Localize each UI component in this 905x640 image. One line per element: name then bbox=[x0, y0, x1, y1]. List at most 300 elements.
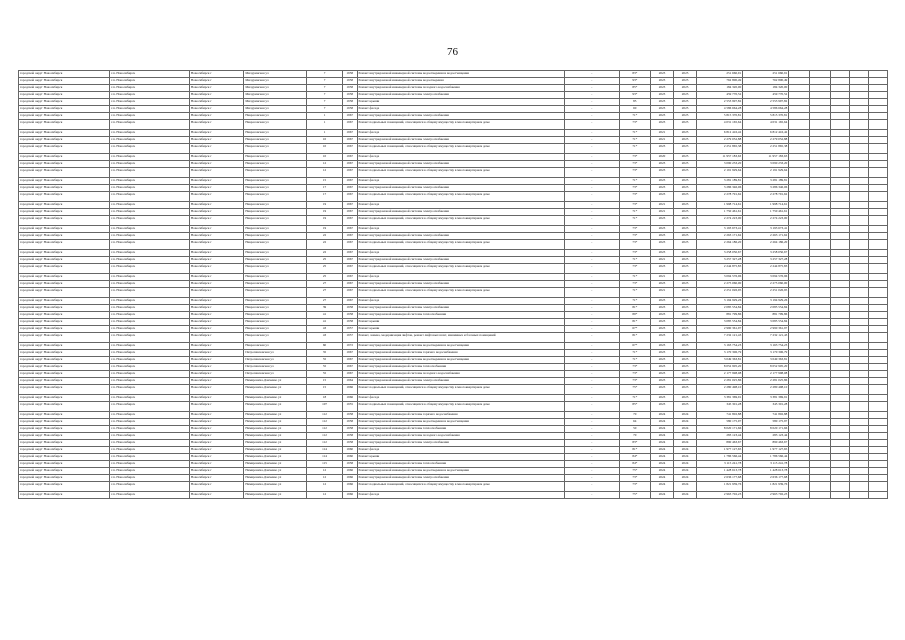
cell-plan-from: 2023 bbox=[651, 78, 674, 85]
cell-empty-b bbox=[810, 178, 831, 185]
cell-empty-d bbox=[850, 312, 869, 319]
cell-wear: 50 bbox=[619, 426, 650, 433]
cell-cost-total: 3 094 576,96 bbox=[697, 274, 743, 281]
cell-municipality: городской округ Новосибирск bbox=[19, 468, 110, 475]
cell-cost-fund: 6 812 416,42 bbox=[743, 130, 789, 137]
cell-wear: 85 bbox=[619, 99, 650, 106]
cell-municipality: городской округ Новосибирск bbox=[19, 250, 110, 257]
cell-empty-c bbox=[831, 250, 850, 257]
cell-empty-a bbox=[789, 475, 810, 482]
cell-year: 1958 bbox=[342, 440, 357, 447]
cell-locality: Новосибирск г bbox=[189, 71, 244, 78]
cell-cost-fund: 4 586 664,28 bbox=[743, 106, 789, 113]
cell-empty-c bbox=[831, 154, 850, 161]
cell-year: 1966 bbox=[342, 468, 357, 475]
cell-street: Некрасовская ул bbox=[244, 185, 307, 192]
cell-plan-from: 2023 bbox=[651, 250, 674, 257]
cell-plan-from: 2023 bbox=[651, 178, 674, 185]
cell-settlement: г.п. Новосибирск bbox=[110, 298, 190, 305]
cell-year: 1967 bbox=[342, 357, 357, 364]
cell-year: 1967 bbox=[342, 250, 357, 257]
cell-cost-fund: 283 123,44 bbox=[743, 433, 789, 440]
cell-municipality: городской округ Новосибирск bbox=[19, 402, 110, 412]
cell-municipality: городской округ Новосибирск bbox=[19, 281, 110, 288]
cell-plan-from: 2023 bbox=[651, 333, 674, 343]
cell-empty-a bbox=[789, 161, 810, 168]
cell-plan-from: 2023 bbox=[651, 216, 674, 226]
cell-dash: - bbox=[565, 350, 620, 357]
cell-dash: - bbox=[565, 144, 620, 154]
cell-empty-e bbox=[868, 298, 887, 305]
table-row bbox=[19, 319, 888, 326]
cell-dash: - bbox=[565, 154, 620, 161]
cell-work-type: Ремонт подвальных помещений, относящихся к общему имуществу в многоквартирном доме bbox=[357, 264, 565, 274]
cell-empty-e bbox=[868, 461, 887, 468]
cell-municipality: городской округ Новосибирск bbox=[19, 216, 110, 226]
cell-empty-a bbox=[789, 343, 810, 350]
cell-dash: - bbox=[565, 440, 620, 447]
table-row bbox=[19, 264, 888, 274]
cell-street: Некрасовская ул bbox=[244, 240, 307, 250]
cell-municipality: городской округ Новосибирск bbox=[19, 240, 110, 250]
cell-work-type: Ремонт фасада bbox=[357, 202, 565, 209]
cell-empty-e bbox=[868, 154, 887, 161]
cell-empty-a bbox=[789, 468, 810, 475]
cell-house: 12 bbox=[307, 482, 343, 492]
cell-empty-a bbox=[789, 288, 810, 298]
cell-settlement: г.п. Новосибирск bbox=[110, 71, 190, 78]
table-row bbox=[19, 216, 888, 226]
cell-empty-d bbox=[850, 447, 869, 454]
cell-empty-e bbox=[868, 161, 887, 168]
cell-work-type: Ремонт внутридомовой инженерной системы электроснабжения bbox=[357, 257, 565, 264]
cell-work-type: Ремонт внутридомовой инженерной системы теплоснабжения bbox=[357, 312, 565, 319]
cell-cost-fund: 2 280 498,10 bbox=[743, 385, 789, 395]
cell-street: Мичуринская ул bbox=[244, 92, 307, 99]
cell-cost-fund: 2 990 361,97 bbox=[743, 326, 789, 333]
cell-settlement: г.п. Новосибирск bbox=[110, 364, 190, 371]
cell-plan-to: 2025 bbox=[674, 216, 697, 226]
cell-year: 1960 bbox=[342, 454, 357, 461]
cell-year: 1967 bbox=[342, 364, 357, 371]
cell-street: Некрасовская ул bbox=[244, 168, 307, 178]
cell-empty-b bbox=[810, 144, 831, 154]
cell-empty-d bbox=[850, 468, 869, 475]
cell-cost-total: 4 586 664,28 bbox=[697, 106, 743, 113]
cell-empty-c bbox=[831, 106, 850, 113]
cell-work-type: Ремонт фасада bbox=[357, 130, 565, 137]
cell-dash: - bbox=[565, 461, 620, 468]
cell-year: 1967 bbox=[342, 371, 357, 378]
cell-empty-e bbox=[868, 106, 887, 113]
cell-empty-b bbox=[810, 240, 831, 250]
cell-settlement: г.п. Новосибирск bbox=[110, 454, 190, 461]
cell-municipality: городской округ Новосибирск bbox=[19, 85, 110, 92]
cell-dash: - bbox=[565, 312, 620, 319]
cell-house: 39 bbox=[307, 305, 343, 312]
table-row bbox=[19, 281, 888, 288]
cell-work-type: Ремонт крыши bbox=[357, 326, 565, 333]
cell-wear: 75* bbox=[619, 468, 650, 475]
cell-year: 1967 bbox=[342, 216, 357, 226]
cell-cost-total: 4 031 165,64 bbox=[697, 120, 743, 130]
cell-empty-d bbox=[850, 264, 869, 274]
cell-plan-to: 2025 bbox=[674, 257, 697, 264]
cell-locality: Новосибирск г bbox=[189, 364, 244, 371]
cell-year: 1966 bbox=[342, 395, 357, 402]
cell-cost-total: 2 280 498,10 bbox=[697, 385, 743, 395]
cell-street: Некрасовская ул bbox=[244, 120, 307, 130]
table-row bbox=[19, 402, 888, 412]
cell-empty-e bbox=[868, 120, 887, 130]
cell-cost-total: 2 990 361,97 bbox=[697, 326, 743, 333]
cell-plan-from: 2024 bbox=[651, 468, 674, 475]
cell-plan-from: 2023 bbox=[651, 168, 674, 178]
cell-municipality: городской округ Новосибирск bbox=[19, 144, 110, 154]
cell-plan-from: 2021 bbox=[651, 130, 674, 137]
cell-empty-a bbox=[789, 202, 810, 209]
cell-cost-fund: 3 049 363,81 bbox=[743, 357, 789, 364]
cell-settlement: г.п. Новосибирск bbox=[110, 178, 190, 185]
cell-house: 12 bbox=[307, 168, 343, 178]
cell-street: Мичуринская ул bbox=[244, 85, 307, 92]
cell-plan-to: 2024 bbox=[674, 454, 697, 461]
cell-year: 1964 bbox=[342, 378, 357, 385]
cell-dash: - bbox=[565, 264, 620, 274]
table-row bbox=[19, 305, 888, 312]
cell-empty-a bbox=[789, 357, 810, 364]
cell-house: 19 bbox=[307, 216, 343, 226]
cell-empty-d bbox=[850, 395, 869, 402]
cell-wear: 71* bbox=[619, 209, 650, 216]
cell-empty-d bbox=[850, 92, 869, 99]
cell-plan-from: 2024 bbox=[651, 419, 674, 426]
cell-settlement: г.п. Новосибирск bbox=[110, 468, 190, 475]
cell-cost-fund: 741 802,88 bbox=[743, 412, 789, 419]
cell-house: 10 bbox=[307, 137, 343, 144]
cell-house: 7 bbox=[307, 99, 343, 106]
cell-empty-c bbox=[831, 113, 850, 120]
cell-cost-total: 2 274 223,00 bbox=[697, 216, 743, 226]
cell-wear: 93* bbox=[619, 92, 650, 99]
cell-dash: - bbox=[565, 178, 620, 185]
cell-empty-b bbox=[810, 475, 831, 482]
cell-dash: - bbox=[565, 216, 620, 226]
table-row bbox=[19, 419, 888, 426]
cell-dash: - bbox=[565, 168, 620, 178]
cell-cost-total: 2 278 791,62 bbox=[697, 192, 743, 202]
cell-plan-to: 2025 bbox=[674, 85, 697, 92]
table-row bbox=[19, 257, 888, 264]
cell-settlement: г.п. Новосибирск bbox=[110, 419, 190, 426]
cell-empty-d bbox=[850, 461, 869, 468]
cell-cost-fund: 2 244 875,83 bbox=[743, 264, 789, 274]
cell-dash: - bbox=[565, 378, 620, 385]
cell-wear: 64 bbox=[619, 419, 650, 426]
cell-settlement: г.п. Новосибирск bbox=[110, 168, 190, 178]
table-row bbox=[19, 461, 888, 468]
cell-plan-from: 2023 bbox=[651, 371, 674, 378]
cell-empty-e bbox=[868, 264, 887, 274]
cell-dash: - bbox=[565, 364, 620, 371]
cell-plan-from: 2023 bbox=[651, 92, 674, 99]
cell-empty-b bbox=[810, 85, 831, 92]
cell-settlement: г.п. Новосибирск bbox=[110, 202, 190, 209]
cell-street: Некрасовская ул bbox=[244, 144, 307, 154]
table-row bbox=[19, 395, 888, 402]
cell-work-type: Ремонт подвальных помещений, относящихся к общему имуществу в многоквартирном доме bbox=[357, 288, 565, 298]
cell-cost-total: 3 193 673,41 bbox=[697, 226, 743, 233]
cell-empty-d bbox=[850, 385, 869, 395]
cell-year: 1967 bbox=[342, 130, 357, 137]
cell-cost-fund: 3 286 346,06 bbox=[743, 185, 789, 192]
cell-empty-d bbox=[850, 319, 869, 326]
cell-settlement: г.п. Новосибирск bbox=[110, 99, 190, 106]
cell-cost-total: 1 750 461,61 bbox=[697, 209, 743, 216]
cell-year: 1967 bbox=[342, 233, 357, 240]
cell-cost-total: 2 281 025,86 bbox=[697, 378, 743, 385]
cell-plan-to: 2025 bbox=[674, 288, 697, 298]
cell-street: Петропавловская ул bbox=[244, 371, 307, 378]
cell-year: 1957 bbox=[342, 333, 357, 343]
cell-empty-c bbox=[831, 226, 850, 233]
cell-empty-d bbox=[850, 357, 869, 364]
table-row bbox=[19, 99, 888, 106]
cell-empty-b bbox=[810, 120, 831, 130]
cell-empty-e bbox=[868, 281, 887, 288]
cell-empty-e bbox=[868, 350, 887, 357]
cell-street: Немировича-Данченко ул bbox=[244, 385, 307, 395]
cell-cost-fund: 7 232 121,43 bbox=[743, 333, 789, 343]
cell-municipality: городской округ Новосибирск bbox=[19, 426, 110, 433]
cell-cost-total: 2 553 997,82 bbox=[697, 99, 743, 106]
cell-empty-c bbox=[831, 305, 850, 312]
cell-cost-fund: 3 257 327,28 bbox=[743, 257, 789, 264]
cell-house: 112 bbox=[307, 426, 343, 433]
cell-settlement: г.п. Новосибирск bbox=[110, 288, 190, 298]
cell-year: 1967 bbox=[342, 264, 357, 274]
cell-empty-d bbox=[850, 419, 869, 426]
cell-empty-c bbox=[831, 202, 850, 209]
cell-cost-fund: 3 381 369,91 bbox=[743, 395, 789, 402]
cell-cost-total: 1 428 613,78 bbox=[697, 468, 743, 475]
cell-dash: - bbox=[565, 99, 620, 106]
table-row bbox=[19, 333, 888, 343]
cell-empty-e bbox=[868, 168, 887, 178]
cell-year: 1967 bbox=[342, 185, 357, 192]
cell-empty-b bbox=[810, 378, 831, 385]
cell-wear: 70 bbox=[619, 412, 650, 419]
cell-empty-b bbox=[810, 209, 831, 216]
cell-locality: Новосибирск г bbox=[189, 178, 244, 185]
cell-year: 1967 bbox=[342, 288, 357, 298]
cell-wear: 73* bbox=[619, 154, 650, 161]
cell-house: 1 bbox=[307, 113, 343, 120]
cell-empty-d bbox=[850, 371, 869, 378]
cell-empty-c bbox=[831, 185, 850, 192]
table-row bbox=[19, 482, 888, 492]
cell-street: Некрасовская ул bbox=[244, 192, 307, 202]
cell-plan-from: 2023 bbox=[651, 185, 674, 192]
cell-plan-from: 2023 bbox=[651, 120, 674, 130]
cell-empty-d bbox=[850, 71, 869, 78]
cell-dash: - bbox=[565, 385, 620, 395]
cell-empty-c bbox=[831, 71, 850, 78]
cell-work-type: Ремонт внутридомовой инженерной системы электроснабжения bbox=[357, 161, 565, 168]
cell-dash: - bbox=[565, 113, 620, 120]
cell-locality: Новосибирск г bbox=[189, 475, 244, 482]
cell-empty-b bbox=[810, 298, 831, 305]
cell-empty-d bbox=[850, 192, 869, 202]
cell-plan-to: 2025 bbox=[674, 274, 697, 281]
cell-work-type: Ремонт внутридомовой инженерной системы электроснабжения bbox=[357, 475, 565, 482]
cell-plan-from: 2023 bbox=[651, 378, 674, 385]
table-row bbox=[19, 378, 888, 385]
cell-work-type: Ремонт внутридомовой инженерной системы теплоснабжения bbox=[357, 461, 565, 468]
cell-cost-fund: 11 957 183,63 bbox=[743, 154, 789, 161]
cell-street: Мичуринская ул bbox=[244, 71, 307, 78]
cell-wear: 67* bbox=[619, 326, 650, 333]
cell-dash: - bbox=[565, 130, 620, 137]
table-row bbox=[19, 357, 888, 364]
cell-empty-d bbox=[850, 113, 869, 120]
cell-plan-to: 2024 bbox=[674, 475, 697, 482]
cell-work-type: Ремонт подвальных помещений, относящихся к общему имуществу в многоквартирном доме bbox=[357, 482, 565, 492]
cell-house: 27 bbox=[307, 288, 343, 298]
cell-municipality: городской округ Новосибирск bbox=[19, 137, 110, 144]
cell-empty-d bbox=[850, 161, 869, 168]
cell-cost-total: 3 170 306,79 bbox=[697, 350, 743, 357]
cell-wear: 71* bbox=[619, 350, 650, 357]
cell-plan-from: 2023 bbox=[651, 350, 674, 357]
cell-dash: - bbox=[565, 433, 620, 440]
cell-cost-total: 11 957 183,63 bbox=[697, 154, 743, 161]
cell-empty-e bbox=[868, 312, 887, 319]
cell-dash: - bbox=[565, 395, 620, 402]
cell-settlement: г.п. Новосибирск bbox=[110, 240, 190, 250]
cell-dash: - bbox=[565, 412, 620, 419]
cell-settlement: г.п. Новосибирск bbox=[110, 78, 190, 85]
cell-municipality: городской округ Новосибирск bbox=[19, 113, 110, 120]
cell-dash: - bbox=[565, 120, 620, 130]
cell-year: 1958 bbox=[342, 305, 357, 312]
cell-plan-from: 2023 bbox=[651, 161, 674, 168]
cell-wear: 71* bbox=[619, 357, 650, 364]
cell-empty-a bbox=[789, 209, 810, 216]
cell-locality: Новосибирск г bbox=[189, 250, 244, 257]
cell-locality: Новосибирск г bbox=[189, 454, 244, 461]
cell-empty-d bbox=[850, 216, 869, 226]
cell-dash: - bbox=[565, 161, 620, 168]
cell-locality: Новосибирск г bbox=[189, 440, 244, 447]
cell-empty-e bbox=[868, 343, 887, 350]
cell-plan-from: 2024 bbox=[651, 461, 674, 468]
cell-year: 1967 bbox=[342, 161, 357, 168]
cell-empty-b bbox=[810, 468, 831, 475]
cell-street: Петропавловская ул bbox=[244, 364, 307, 371]
cell-dash: - bbox=[565, 250, 620, 257]
cell-street: Некрасовская ул bbox=[244, 209, 307, 216]
cell-empty-a bbox=[789, 326, 810, 333]
cell-year: 1967 bbox=[342, 113, 357, 120]
table-row bbox=[19, 120, 888, 130]
cell-empty-d bbox=[850, 233, 869, 240]
cell-settlement: г.п. Новосибирск bbox=[110, 433, 190, 440]
cell-wear: 73* bbox=[619, 250, 650, 257]
cell-empty-d bbox=[850, 364, 869, 371]
cell-settlement: г.п. Новосибирск bbox=[110, 395, 190, 402]
cell-locality: Новосибирск г bbox=[189, 343, 244, 350]
table-row bbox=[19, 447, 888, 454]
cell-municipality: городской округ Новосибирск bbox=[19, 257, 110, 264]
cell-cost-fund: 2 963 702,23 bbox=[743, 492, 789, 499]
cell-municipality: городской округ Новосибирск bbox=[19, 209, 110, 216]
cell-house: 43 bbox=[307, 333, 343, 343]
cell-empty-a bbox=[789, 461, 810, 468]
cell-wear: 73* bbox=[619, 475, 650, 482]
cell-house: 7 bbox=[307, 106, 343, 113]
cell-street: Немировича-Данченко ул bbox=[244, 378, 307, 385]
cell-work-type: Ремонт фасада bbox=[357, 298, 565, 305]
cell-empty-b bbox=[810, 343, 831, 350]
table-row bbox=[19, 226, 888, 233]
cell-house: 17 bbox=[307, 185, 343, 192]
cell-house: 115 bbox=[307, 461, 343, 468]
table-row bbox=[19, 440, 888, 447]
cell-year: 1967 bbox=[342, 240, 357, 250]
cell-year: 1967 bbox=[342, 281, 357, 288]
cell-plan-to: 2025 bbox=[674, 371, 697, 378]
cell-wear: 71* bbox=[619, 144, 650, 154]
cell-empty-b bbox=[810, 71, 831, 78]
cell-empty-d bbox=[850, 426, 869, 433]
cell-cost-total: 2 263 171,62 bbox=[697, 233, 743, 240]
cell-settlement: г.п. Новосибирск bbox=[110, 350, 190, 357]
table-row bbox=[19, 385, 888, 395]
cell-cost-fund: 890 463,67 bbox=[743, 440, 789, 447]
cell-empty-c bbox=[831, 468, 850, 475]
cell-empty-e bbox=[868, 226, 887, 233]
cell-cost-total: 8 052 905,20 bbox=[697, 364, 743, 371]
cell-cost-total: 2 279 052,88 bbox=[697, 137, 743, 144]
table-row bbox=[19, 202, 888, 209]
cell-empty-b bbox=[810, 137, 831, 144]
cell-dash: - bbox=[565, 274, 620, 281]
cell-year: 1967 bbox=[342, 192, 357, 202]
cell-municipality: городской округ Новосибирск bbox=[19, 92, 110, 99]
cell-settlement: г.п. Новосибирск bbox=[110, 461, 190, 468]
cell-locality: Новосибирск г bbox=[189, 144, 244, 154]
cell-plan-from: 2023 bbox=[651, 106, 674, 113]
cell-locality: Новосибирск г bbox=[189, 468, 244, 475]
table-row bbox=[19, 288, 888, 298]
table-row bbox=[19, 350, 888, 357]
cell-year: 1958 bbox=[342, 426, 357, 433]
cell-house: 10 bbox=[307, 154, 343, 161]
cell-plan-to: 2024 bbox=[674, 419, 697, 426]
cell-work-type: Ремонт фасада bbox=[357, 250, 565, 257]
cell-street: Мичуринская ул bbox=[244, 78, 307, 85]
cell-settlement: г.п. Новосибирск bbox=[110, 412, 190, 419]
cell-dash: - bbox=[565, 281, 620, 288]
cell-house: 35 bbox=[307, 350, 343, 357]
cell-plan-to: 2025 bbox=[674, 326, 697, 333]
cell-empty-b bbox=[810, 99, 831, 106]
cell-empty-c bbox=[831, 257, 850, 264]
cell-plan-from: 2021 bbox=[651, 257, 674, 264]
cell-house: 55 bbox=[307, 371, 343, 378]
cell-locality: Новосибирск г bbox=[189, 492, 244, 499]
